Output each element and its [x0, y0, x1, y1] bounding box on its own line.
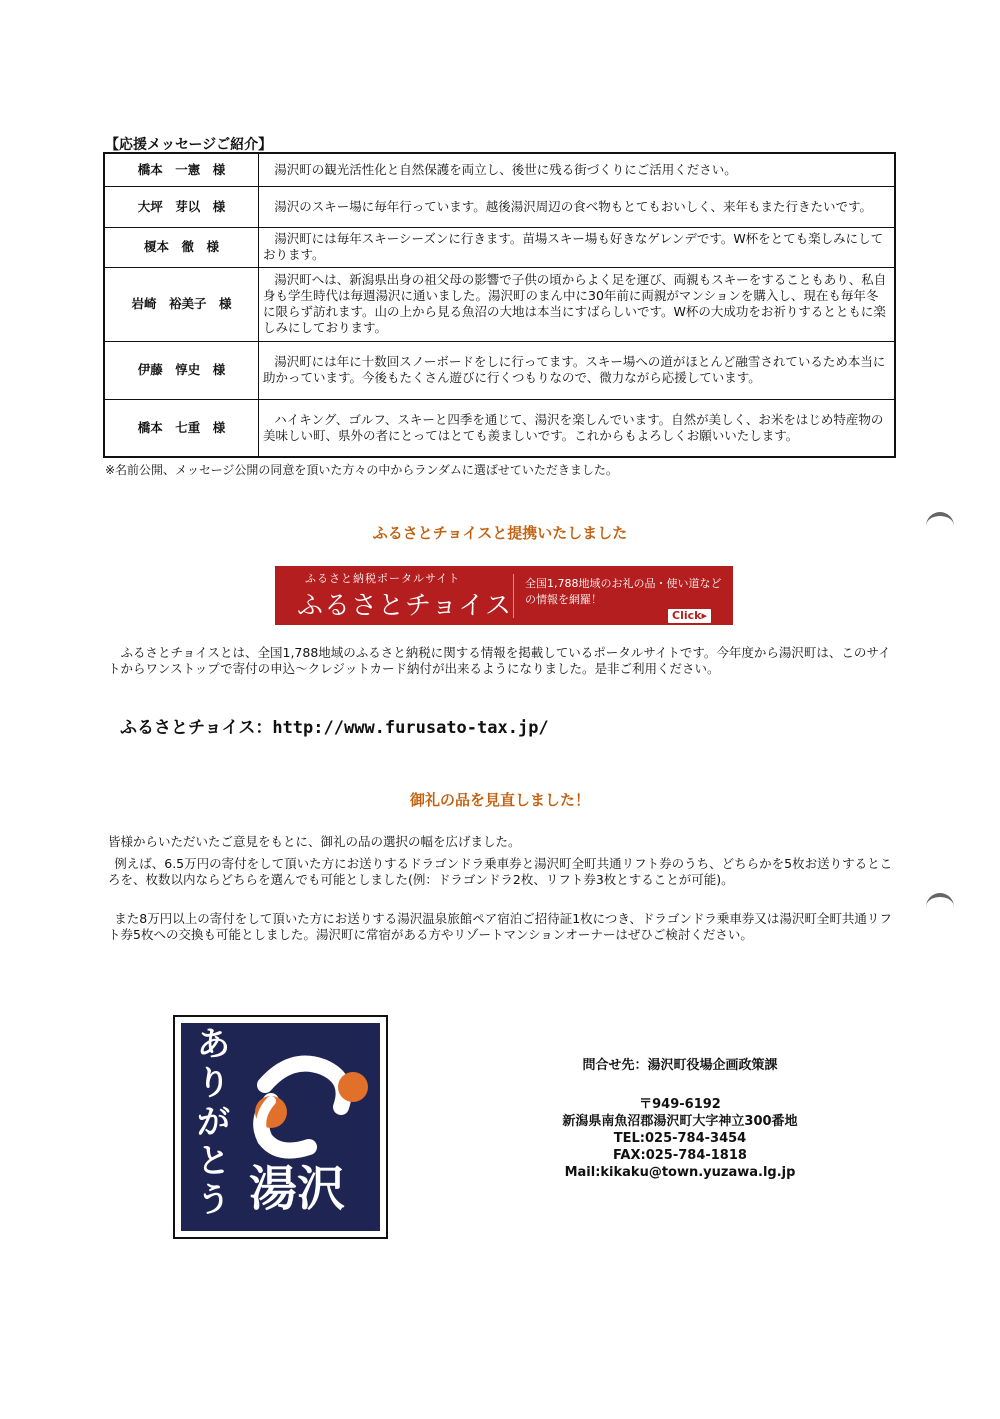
contact-mail[interactable]: Mail:kikaku@town.yuzawa.lg.jp: [564, 1165, 796, 1180]
banner-click-button[interactable]: Click▸: [668, 609, 711, 623]
logo-thanks-u: う: [197, 1180, 230, 1219]
banner-brand: ふるさとチョイス: [297, 591, 512, 621]
contact-fax: FAX:025-784-1818: [613, 1148, 747, 1163]
disclaimer-note: ※名前公開、メッセージ公開の同意を頂いた方々の中からランダムに選ばせていただきました。: [105, 463, 618, 477]
contact-block: [520, 1057, 840, 1181]
banner-subtitle: ふるさと納税ポータルサイト: [305, 572, 461, 585]
supporter-name: 大坪 芽以 様: [104, 186, 259, 227]
supporter-name: 榎本 徹 様: [104, 227, 259, 267]
table-row: [104, 153, 895, 186]
furusato-description: ふるさとチョイスとは、全国1,788地域のふるさと納税に関する情報を掲載しているポータルサイトです。今年度から湯沢町は、このサイトからワンストップで寄付の申込～クレジットカード納付が出来るようになりました。是非ご利用ください。: [108, 645, 891, 676]
binder-hole: [926, 512, 954, 530]
support-message: 湯沢町には年に十数回スノーボードをしに行ってます。スキー場への道がほとんど融雪されているため本当に助かっています。今後もたくさん遊びに行くつもりなので、微力ながら応援しています。: [259, 341, 896, 399]
supporter-name: 橋本 一憲 様: [104, 153, 259, 186]
arigato-yuzawa-logo: [173, 1015, 388, 1239]
contact-postal: 〒949-6192: [639, 1097, 721, 1112]
table-row: [104, 341, 895, 399]
logo-thanks-to: と: [197, 1141, 230, 1180]
logo-yuzawa-text: 湯沢: [249, 1161, 346, 1217]
support-message: 湯沢町には毎年スキーシーズンに行きます。苗場スキー場も好きなゲレンデです。W杯をとても楽しみにしております。: [259, 227, 896, 267]
table-row: [104, 227, 895, 267]
support-message: 湯沢町の観光活性化と自然保護を両立し、後世に残る街づくりにご活用ください。: [259, 153, 896, 186]
support-message: 湯沢町へは、新潟県出身の祖父母の影響で子供の頃からよく足を運び、両親もスキーをすることもあり、私自身も学生時代は毎週湯沢に通いました。湯沢町のまん中に30年前に両親がマンションを購入し、現在も毎年冬に限らず訪れます。山の上から見る魚沼の大地は本当にすばらしいです。W杯の大成功をお祈りするとともに楽しみにしております。: [259, 267, 896, 341]
supporter-name: 伊藤 惇史 様: [104, 341, 259, 399]
support-message: 湯沢のスキー場に毎年行っています。越後湯沢周辺の食べ物もとてもおいしく、来年もまた行きたいです。: [259, 186, 896, 227]
banner-divider: [513, 574, 514, 618]
contact-address: 新潟県南魚沼郡湯沢町大字神立300番地: [562, 1114, 798, 1129]
logo-thanks-a: あ: [197, 1024, 230, 1063]
table-row: [104, 186, 895, 227]
gift-paragraph: 皆様からいただいたご意見をもとに、御礼の品の選択の幅を広げました。: [108, 834, 521, 849]
gift-paragraph: また8万円以上の寄付をして頂いた方にお送りする湯沢温泉旅館ペア宿泊ご招待証1枚につき、ドラゴンドラ乗車券又は湯沢町全町共通リフト券5枚への交換も可能としました。湯沢町に常宿がある方やリゾートマンションオーナーはぜひご検討ください。: [108, 911, 892, 942]
gift-section-title: 御礼の品を見直しました！: [409, 791, 590, 809]
furusato-url-line: [120, 713, 549, 738]
table-row: [104, 399, 895, 457]
table-row: [104, 267, 895, 341]
logo-thanks-ga: が: [197, 1102, 230, 1141]
url-label: ふるさとチョイス：: [120, 718, 273, 738]
supporter-name: 橋本 七重 様: [104, 399, 259, 457]
banner-description: 全国1,788地域のお礼の品・使い道などの情報を網羅！: [525, 577, 722, 606]
contact-tel: TEL:025-784-3454: [613, 1131, 747, 1146]
logo-graphic: [173, 1015, 388, 1239]
support-message: ハイキング、ゴルフ、スキーと四季を通じて、湯沢を楽しんでいます。自然が美しく、お米をはじめ特産物の美味しい町、県外の者にとってはとても羨ましいです。これからもよろしくお願いいたします。: [259, 399, 896, 457]
furusato-section-title: ふるさとチョイスと提携いたしました: [372, 524, 628, 542]
section-header: 【応援メッセージご紹介】: [105, 137, 273, 153]
logo-thanks-ri: り: [197, 1063, 230, 1102]
supporter-name: 岩崎 裕美子 様: [104, 267, 259, 341]
furusato-url-link[interactable]: http://www.furusato-tax.jp/: [272, 718, 549, 738]
gift-paragraph: 例えば、6.5万円の寄付をして頂いた方にお送りするドラゴンドラ乗車券と湯沢町全町共通リフト券のうち、どちらかを5枚お送りするところを、枚数以内ならどちらを選んでも可能としました(例：ドラゴンドラ2枚、リフト券3枚とすることが可能)。: [108, 856, 893, 887]
binder-hole: [926, 893, 954, 911]
contact-heading: 問合せ先：湯沢町役場企画政策課: [582, 1058, 778, 1073]
furusato-choice-banner[interactable]: [275, 566, 733, 625]
messages-table: [103, 152, 896, 458]
